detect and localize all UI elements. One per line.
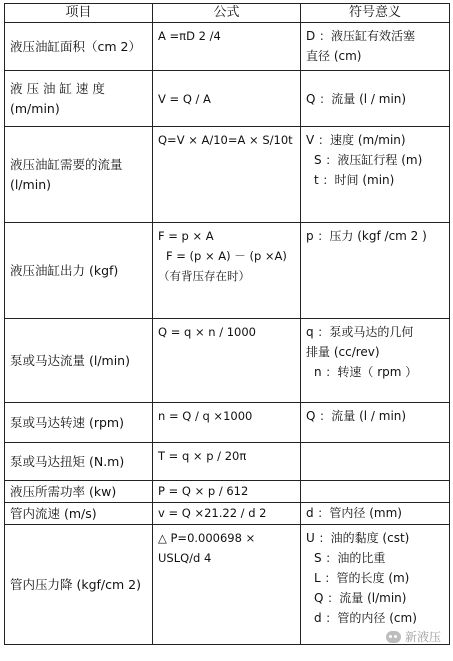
table-row <box>5 443 450 481</box>
table-row <box>5 525 450 645</box>
meaning-line: n ：转速（ rpm ） <box>314 365 418 379</box>
row-meaning <box>301 23 450 71</box>
row-name: 液压所需功率 (kw) <box>5 481 153 503</box>
meaning-line: U ：油的黏度 (cst) <box>306 531 410 545</box>
table-row <box>5 127 450 223</box>
watermark <box>386 628 441 645</box>
row-meaning <box>301 319 450 403</box>
row-formula <box>153 223 301 319</box>
row-formula <box>153 319 301 403</box>
meaning-line: p ：压力 (kgf /cm 2 ) <box>306 229 427 243</box>
meaning-line: t ：时间 (min) <box>314 173 395 187</box>
watermark-text: 新液压 <box>404 630 441 644</box>
row-meaning <box>301 443 450 481</box>
meaning-line: q ：泵或马达的几何 <box>306 325 414 339</box>
row-meaning <box>301 525 450 645</box>
row-meaning <box>301 481 450 503</box>
row-name: 泵或马达转速 (rpm) <box>5 403 153 443</box>
row-formula <box>153 503 301 525</box>
formula-line: Q=V × A/10=A × S/10t <box>158 133 293 147</box>
row-meaning <box>301 71 450 127</box>
row-formula <box>153 481 301 503</box>
meaning-line: L ：管的长度 (m) <box>314 571 410 585</box>
row-formula <box>153 403 301 443</box>
row-formula <box>153 71 301 127</box>
row-meaning <box>301 503 450 525</box>
row-name: 液压油缸面积（cm 2） <box>5 23 153 71</box>
formula-line: v = Q ×21.22 / d 2 <box>158 506 267 520</box>
meaning-line: S ：油的比重 <box>314 551 386 565</box>
table-row <box>5 403 450 443</box>
formula-line: F = p × A <box>158 229 214 243</box>
formula-line: △ P=0.000698 × USLQ/d 4 <box>158 531 256 565</box>
header-meaning: 符号意义 <box>301 4 450 23</box>
row-meaning <box>301 403 450 443</box>
meaning-line: V ：速度 (m/min) <box>306 133 406 147</box>
row-meaning <box>301 223 450 319</box>
formula-line: F = (p × A) － (p ×A) <box>166 249 287 263</box>
row-meaning <box>301 127 450 223</box>
row-name: 管内压力降 (kgf/cm 2) <box>5 525 153 645</box>
formula-line: Q = q × n / 1000 <box>158 325 256 339</box>
table-row <box>5 319 450 403</box>
header-row <box>5 4 450 23</box>
row-name: 液 压 油 缸 速 度 (m/min) <box>5 71 153 127</box>
table-row <box>5 71 450 127</box>
meaning-line: 排量 (cc/rev) <box>306 345 380 359</box>
formula-line: V = Q / A <box>158 91 211 106</box>
meaning-line: Q ：流量 (l / min) <box>306 91 407 106</box>
formula-line: n = Q / q ×1000 <box>158 409 253 423</box>
row-name: 泵或马达流量 (l/min) <box>5 319 153 403</box>
meaning-line: Q ：流量 (l/min) <box>314 591 407 605</box>
row-formula <box>153 525 301 645</box>
row-formula <box>153 23 301 71</box>
formula-line: P = Q × p / 612 <box>158 484 249 498</box>
meaning-line: Q ：流量 (l / min) <box>306 409 407 423</box>
table-row <box>5 481 450 503</box>
formula-table <box>4 3 450 645</box>
formula-line: T = q × p / 20π <box>158 449 247 463</box>
formula-line: （有背压存在时） <box>158 269 250 283</box>
meaning-line: D ：液压缸有效活塞 <box>306 29 416 43</box>
row-name: 泵或马达扭矩 (N.m) <box>5 443 153 481</box>
row-formula <box>153 443 301 481</box>
meaning-line: d ：管内径 (mm) <box>306 506 402 520</box>
meaning-line: d ：管的内径 (cm) <box>314 611 417 625</box>
row-formula <box>153 127 301 223</box>
table-row <box>5 503 450 525</box>
header-formula: 公式 <box>153 4 301 23</box>
meaning-line: 直径 (cm) <box>306 49 362 63</box>
row-name: 液压油缸出力 (kgf) <box>5 223 153 319</box>
table-row <box>5 23 450 71</box>
wechat-icon <box>386 631 401 643</box>
meaning-line: S ：液压缸行程 (m) <box>314 153 423 167</box>
row-name: 液压油缸需要的流量 (l/min) <box>5 127 153 223</box>
table-row <box>5 223 450 319</box>
formula-line: A =πD 2 /4 <box>158 29 221 43</box>
header-item: 项目 <box>5 4 153 23</box>
row-name: 管内流速 (m/s) <box>5 503 153 525</box>
